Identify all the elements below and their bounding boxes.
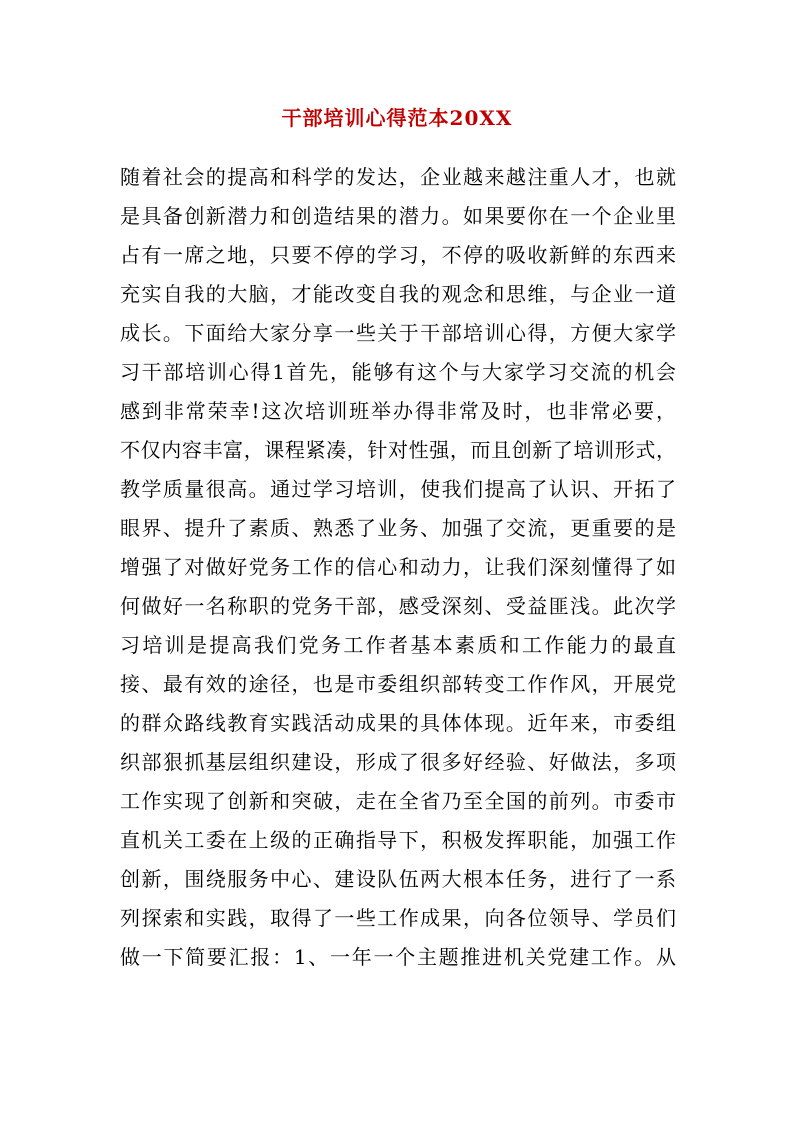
body-line: 感到非常荣幸!这次培训班举办得非常及时，也非常必要， — [120, 399, 676, 423]
body-line: 占有一席之地，只要不停的学习，不停的吸收新鲜的东西来 — [120, 243, 676, 267]
body-line: 不仅内容丰富，课程紧凑，针对性强，而且创新了培训形式， — [120, 438, 676, 462]
body-line: 习干部培训心得1首先，能够有这个与大家学习交流的机会 — [120, 360, 676, 384]
body-line: 习培训是提高我们党务工作者基本素质和工作能力的最直 — [120, 633, 676, 657]
body-line: 接、最有效的途径，也是市委组织部转变工作作风，开展党 — [120, 672, 676, 696]
body-line: 眼界、提升了素质、熟悉了业务、加强了交流，更重要的是 — [120, 516, 676, 540]
body-line: 直机关工委在上级的正确指导下，积极发挥职能，加强工作 — [120, 828, 676, 852]
body-line: 列探索和实践，取得了一些工作成果，向各位领导、学员们 — [120, 906, 676, 930]
document-title: 干部培训心得范本20XX — [281, 106, 513, 130]
body-line: 织部狠抓基层组织建设，形成了很多好经验、好做法，多项 — [120, 750, 676, 774]
body-line: 的群众路线教育实践活动成果的具体体现。近年来，市委组 — [120, 711, 676, 735]
body-line: 是具备创新潜力和创造结果的潜力。如果要你在一个企业里 — [120, 204, 676, 228]
body-line: 做一下简要汇报：1、一年一个主题推进机关党建工作。从 — [120, 945, 676, 969]
body-line: 随着社会的提高和科学的发达，企业越来越注重人才，也就 — [120, 165, 676, 189]
body-line: 工作实现了创新和突破，走在全省乃至全国的前列。市委市 — [120, 789, 676, 813]
body-line: 成长。下面给大家分享一些关于干部培训心得，方便大家学 — [120, 321, 676, 345]
document-body — [120, 158, 676, 977]
body-line: 创新，围绕服务中心、建设队伍两大根本任务，进行了一系 — [120, 867, 676, 891]
body-line: 充实自我的大脑，才能改变自我的观念和思维，与企业一道 — [120, 282, 676, 306]
body-line: 教学质量很高。通过学习培训，使我们提高了认识、开拓了 — [120, 477, 676, 501]
body-line: 何做好一名称职的党务干部，感受深刻、受益匪浅。此次学 — [120, 594, 676, 618]
body-line: 增强了对做好党务工作的信心和动力，让我们深刻懂得了如 — [120, 555, 676, 579]
